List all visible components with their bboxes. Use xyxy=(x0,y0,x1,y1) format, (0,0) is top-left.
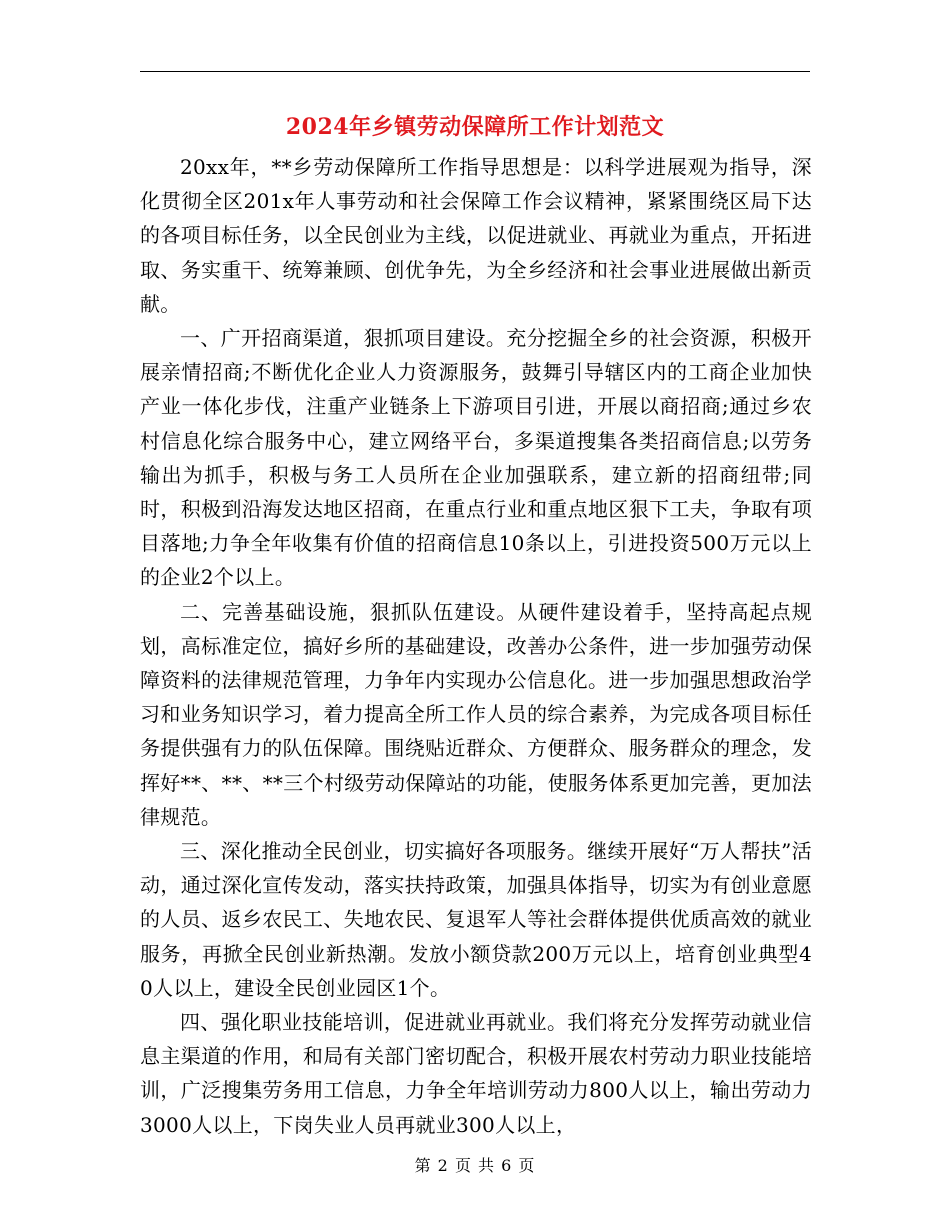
section-4-paragraph: 四、强化职业技能培训，促进就业再就业。我们将充分发挥劳动就业信息主渠道的作用，和局有关部门密切配合，积极开展农村劳动力职业技能培训，广泛搜集劳务用工信息，力争全年培训劳动力800人以上，输出劳动力3000人以上，下岗失业人员再就业300人以上， xyxy=(140,1010,812,1137)
section-2-paragraph: 二、完善基础设施，狠抓队伍建设。从硬件建设着手，坚持高起点规划，高标准定位，搞好乡所的基础建设，改善办公条件，进一步加强劳动保障资料的法律规范管理，力争年内实现办公信息化。进一步加强思想政治学习和业务知识学习，着力提高全所工作人员的综合素养，为完成各项目标任务提供强有力的队伍保障。围绕贴近群众、方便群众、服务群众的理念，发挥好**、**、**三个村级劳动保障站的功能，使服务体系更加完善，更加法律规范。 xyxy=(140,599,812,829)
document-body xyxy=(140,150,812,1142)
document-title: 2024年乡镇劳动保障所工作计划范文 xyxy=(285,114,665,140)
intro-paragraph: 20xx年，**乡劳动保障所工作指导思想是：以科学进展观为指导，深化贯彻全区201x年人事劳动和社会保障工作会议精神，紧紧围绕区局下达的各项目标任务，以全民创业为主线，以促进就业、再就业为重点，开拓进取、务实重干、统筹兼顾、创优争先，为全乡经济和社会事业进展做出新贡献。 xyxy=(140,155,812,316)
section-3-paragraph: 三、深化推动全民创业，切实搞好各项服务。继续开展好“万人帮扶”活动，通过深化宣传发动，落实扶持政策，加强具体指导，切实为有创业意愿的人员、返乡农民工、失地农民、复退军人等社会群体提供优质高效的就业服务，再掀全民创业新热潮。发放小额贷款200万元以上，培育创业典型40人以上，建设全民创业园区1个。 xyxy=(140,839,812,1000)
header-rule xyxy=(140,71,810,72)
section-1-paragraph: 一、广开招商渠道，狠抓项目建设。充分挖掘全乡的社会资源，积极开展亲情招商;不断优化企业人力资源服务，鼓舞引导辖区内的工商企业加快产业一体化步伐，注重产业链条上下游项目引进，开展以商招商;通过乡农村信息化综合服务中心，建立网络平台，多渠道搜集各类招商信息;以劳务输出为抓手，积极与务工人员所在企业加强联系，建立新的招商纽带;同时，积极到沿海发达地区招商，在重点行业和重点地区狠下工夫，争取有项目落地;力争全年收集有价值的招商信息10条以上，引进投资500万元以上的企业2个以上。 xyxy=(140,326,812,590)
page-number-footer: 第 2 页 共 6 页 xyxy=(414,1156,536,1175)
